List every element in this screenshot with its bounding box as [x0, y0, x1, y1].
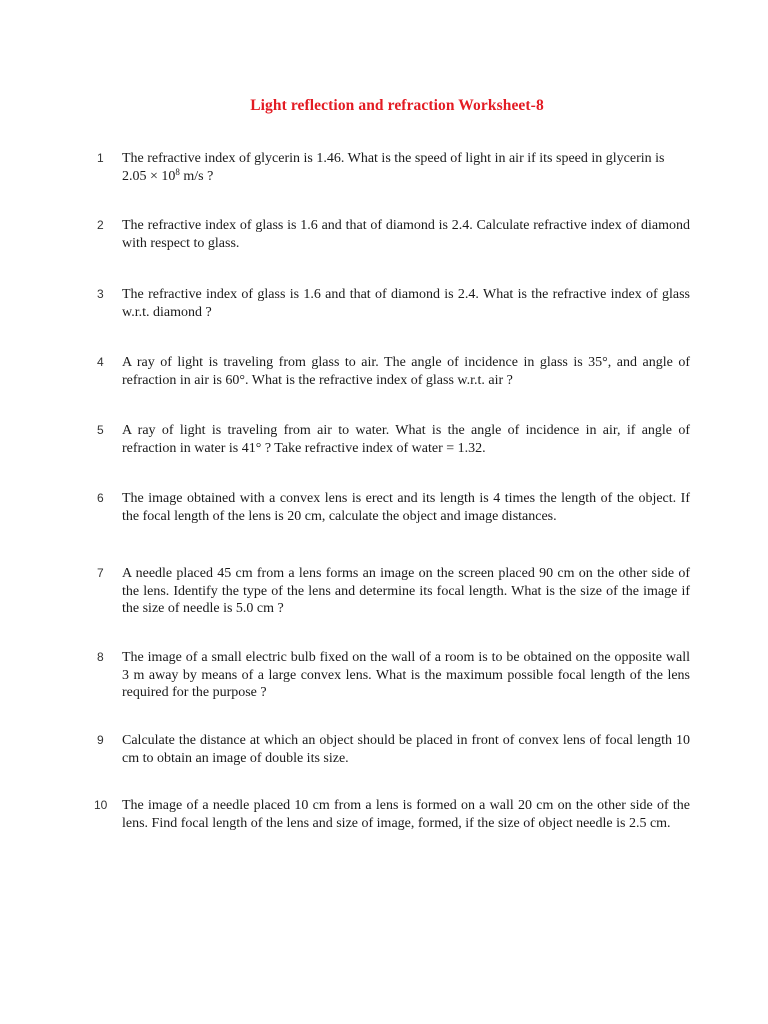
question-text: A ray of light is traveling from glass to air. The angle of incidence in glass is 35°, and angle of refraction in air is 60°. What is the refractive index of glass w.r.t. air ? [122, 355, 690, 388]
value-mantissa: 2.05 × 10 [122, 168, 176, 184]
question-text: A needle placed 45 cm from a lens forms an image on the screen placed 90 cm on the other side of the lens. Identify the type of the lens and determine its focal length. What is the size of the image if the size of needle is 5.0 cm ? [122, 566, 690, 616]
value-unit: m/s ? [179, 168, 214, 184]
question-text: The refractive index of glass is 1.6 and that of diamond is 2.4. What is the refractive index of glass w.r.t. diamond ? [122, 287, 690, 320]
question-text: The image obtained with a convex lens is erect and its length is 4 times the length of the object. If the focal length of the lens is 20 cm, calculate the object and image distances. [122, 491, 690, 524]
question-text: The image of a small electric bulb fixed on the wall of a room is to be obtained on the opposite wall 3 m away by means of a large convex lens. What is the maximum possible focal length of the lens required for the purpose ? [122, 650, 690, 700]
worksheet-title: Light reflection and refraction Worksheet-8 [250, 97, 544, 114]
question-number: 2 [97, 218, 104, 232]
question-number: 5 [97, 423, 104, 437]
question-number: 4 [97, 355, 104, 369]
question-number: 10 [94, 798, 108, 812]
question-number: 1 [97, 151, 104, 165]
question-text [122, 150, 690, 185]
question-text: The refractive index of glass is 1.6 and that of diamond is 2.4. Calculate refractive index of diamond with respect to glass. [122, 218, 690, 251]
question-text: The image of a needle placed 10 cm from a lens is formed on a wall 20 cm on the other side of the lens. Find focal length of the lens and size of image, formed, if the size of object needle is 2.5 cm. [122, 798, 690, 831]
question-number: 7 [97, 566, 104, 580]
question-text-line-1: The refractive index of glycerin is 1.46. What is the speed of light in air if its speed in glycerin is [122, 151, 665, 166]
question-text-line-2 [122, 168, 690, 186]
question-text: Calculate the distance at which an object should be placed in front of convex lens of focal length 10 cm to obtain an image of double its size. [122, 733, 690, 766]
question-number: 3 [97, 287, 104, 301]
question-number: 6 [97, 491, 104, 505]
question-text: A ray of light is traveling from air to water. What is the angle of incidence in air, if angle of refraction in water is 41° ? Take refractive index of water = 1.32. [122, 423, 690, 456]
question-number: 8 [97, 650, 104, 664]
question-number: 9 [97, 733, 104, 747]
value-exponent: 8 [175, 166, 180, 177]
